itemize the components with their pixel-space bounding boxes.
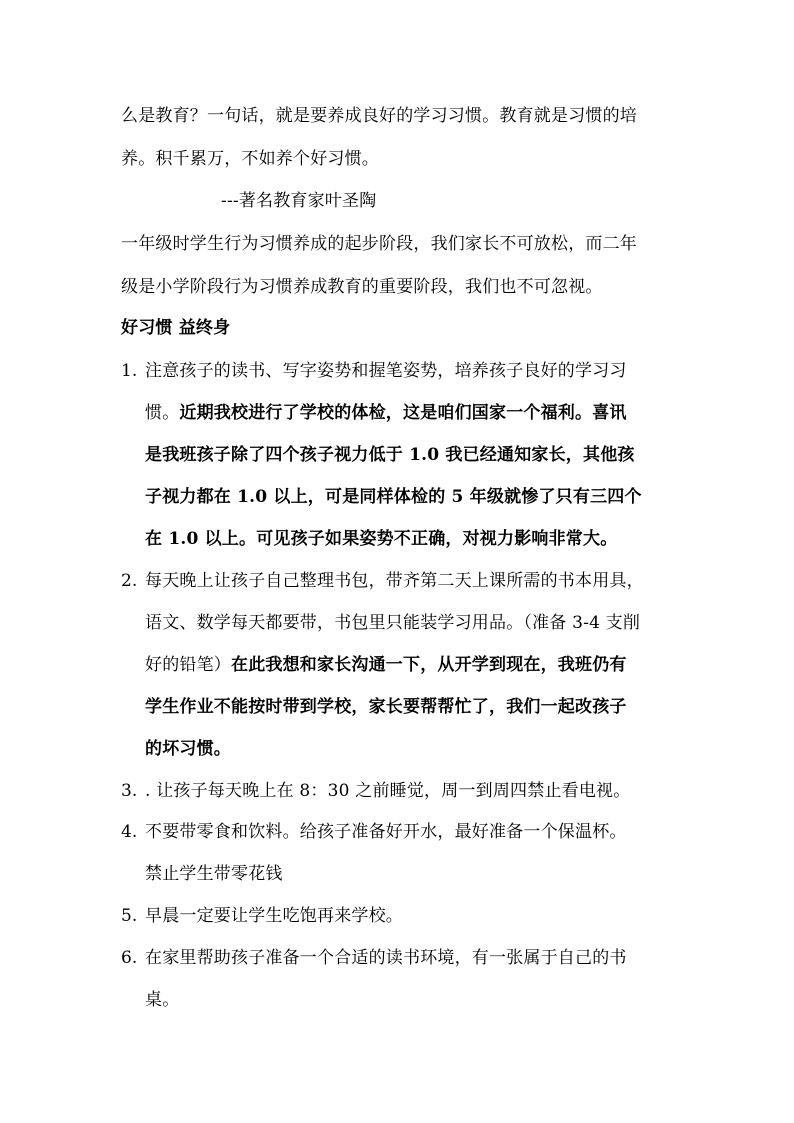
intro-line-4: 级是小学阶段行为习惯养成教育的重要阶段，我们也不可忽视。 [121, 277, 603, 297]
list-item-bold-text: 的坏习惯。 [145, 739, 231, 759]
list-item-bold-text: 是我班孩子除了四个孩子视力低于 1.0 我已经通知家长，其他孩 [145, 445, 635, 465]
list-item-line [145, 403, 627, 423]
list-item-line [145, 697, 627, 717]
list-item-bold-text: 在 1.0 以上。可见孩子如果姿势不正确，对视力影响非常大。 [145, 529, 618, 549]
list-item-line [145, 781, 630, 801]
list-item-text: 早晨一定要让学生吃饱再来学校。 [145, 906, 403, 926]
list-item-line [145, 948, 627, 968]
list-item-number: 4. [121, 822, 138, 842]
list-item-number: 2. [121, 571, 138, 591]
list-item-line [145, 529, 617, 549]
list-item-bold-text: 子视力都在 1.0 以上，可是同样体检的 5 年级就惨了只有三四个 [145, 487, 642, 507]
list-item-line [145, 655, 627, 675]
list-item-text: 惯。 [145, 403, 180, 423]
list-item-text: 注意孩子的读书、写字姿势和握笔姿势，培养孩子良好的学习习 [145, 361, 627, 381]
list-item-number: 3. [121, 781, 138, 801]
list-item-line [145, 906, 403, 926]
list-item-text: 每天晚上让孩子自己整理书包，带齐第二天上课所需的书本用具， [145, 571, 644, 591]
list-item-bold-text: 学生作业不能按时带到学校，家长要帮帮忙了，我们一起改孩子 [145, 697, 627, 717]
section-heading: 好习惯 益终身 [121, 318, 231, 338]
intro-line-3: 一年级时学生行为习惯养成的起步阶段，我们家长不可放松，而二年 [121, 234, 637, 254]
intro-line-1: 么是教育？一句话，就是要养成良好的学习习惯。教育就是习惯的培 [121, 106, 637, 126]
list-item-number: 6. [121, 948, 138, 968]
list-item-bold-text: 在此我想和家长沟通一下，从开学到现在，我班仍有 [231, 655, 627, 675]
list-item-line [145, 739, 231, 759]
list-item-text: 好的铅笔） [145, 655, 231, 675]
list-item-number: 5. [121, 906, 138, 926]
list-item-number: 1. [121, 361, 138, 381]
list-item-line [145, 613, 640, 633]
list-item-line [145, 445, 635, 465]
list-item-text: 在家里帮助孩子准备一个合适的读书环境，有一张属于自己的书 [145, 948, 627, 968]
list-item-line [145, 822, 627, 842]
list-item-text: 禁止学生带零花钱 [145, 864, 283, 884]
list-item-bold-text: 近期我校进行了学校的体检，这是咱们国家一个福利。喜讯 [179, 403, 627, 423]
list-item-line [145, 487, 642, 507]
intro-line-2: 养。积千累万，不如养个好习惯。 [121, 149, 379, 169]
quote-attribution: ---著名教育家叶圣陶 [221, 191, 377, 211]
list-item-text: 不要带零食和饮料。给孩子准备好开水，最好准备一个保温杯。 [145, 822, 627, 842]
list-item-text: 桌。 [145, 990, 180, 1010]
list-item-text: 语文、数学每天都要带，书包里只能装学习用品。（准备 3-4 支削 [145, 613, 641, 633]
list-item-line [145, 571, 644, 591]
list-item-line [145, 990, 179, 1010]
list-item-line [145, 864, 283, 884]
list-item-line [145, 361, 627, 381]
list-item-text: . 让孩子每天晚上在 8：30 之前睡觉，周一到周四禁止看电视。 [145, 781, 631, 801]
